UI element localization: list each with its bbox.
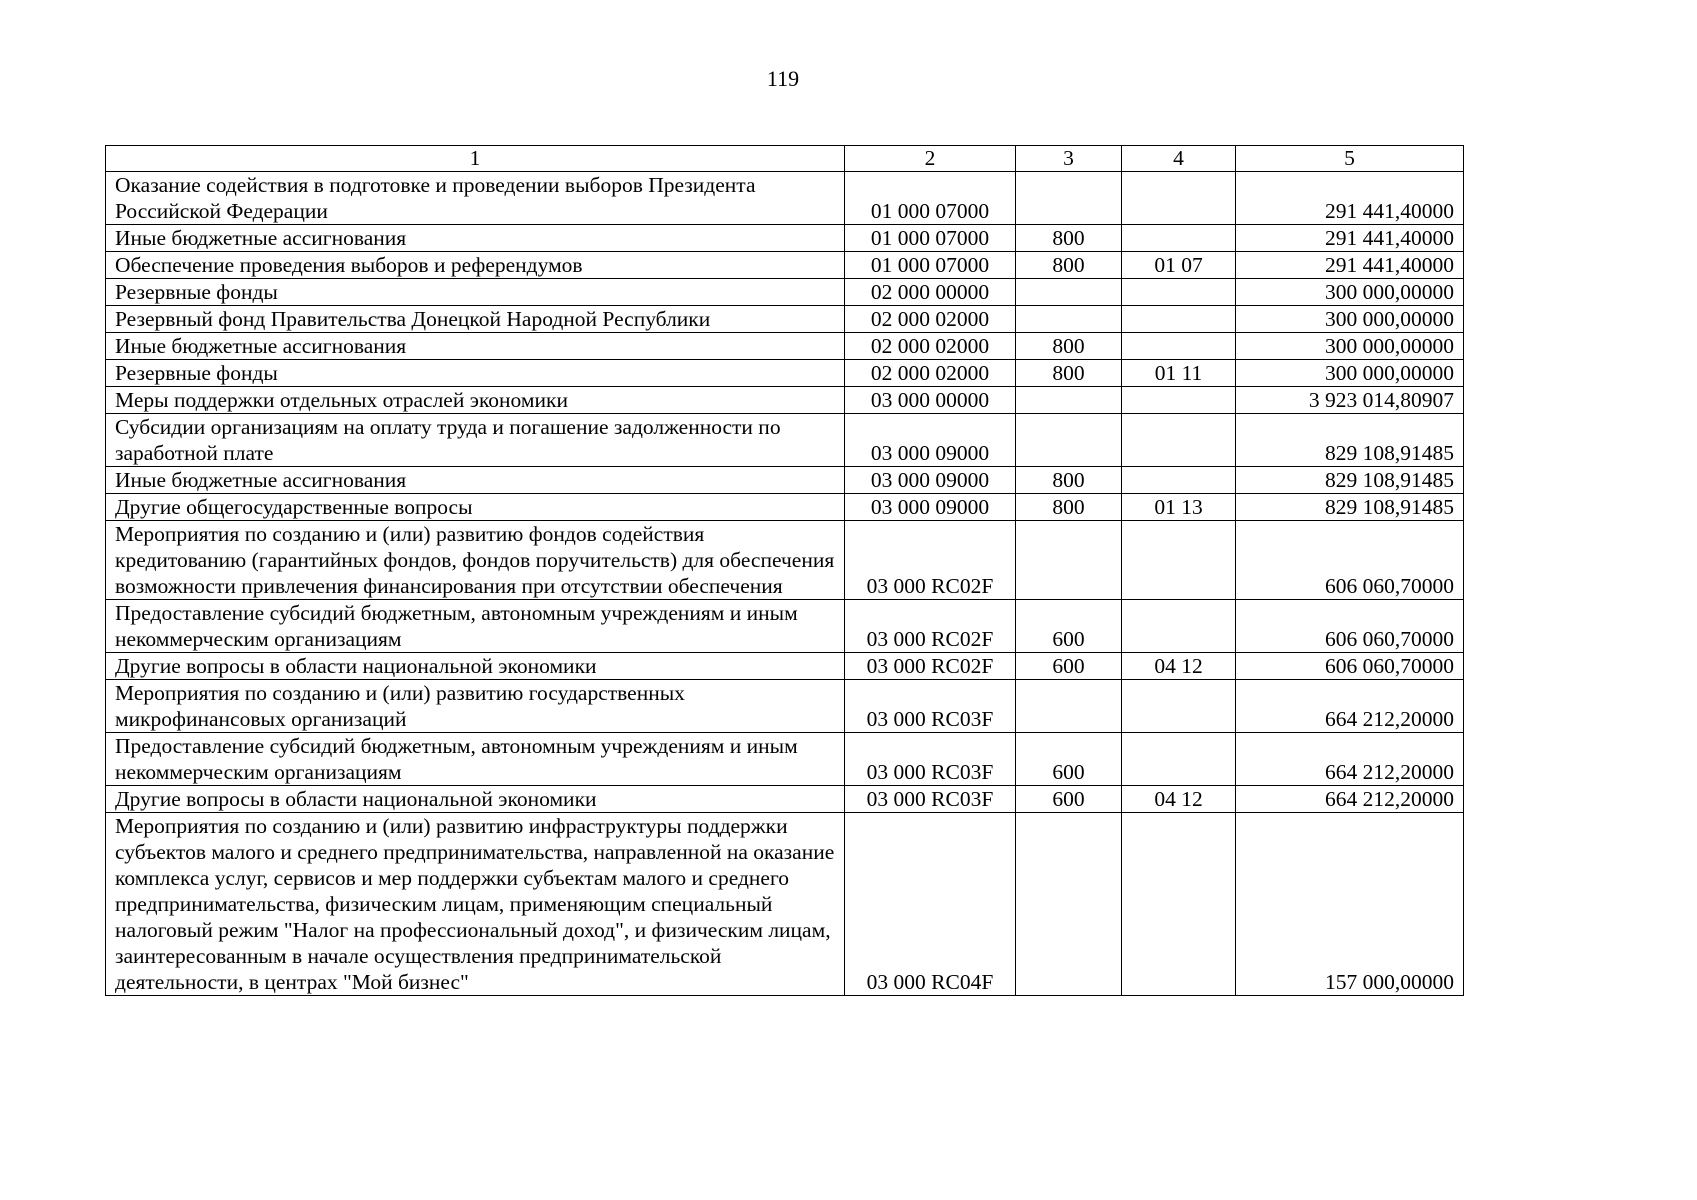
expense-type-cell [1016,306,1122,333]
table-row [106,521,1464,600]
section-subsection-cell: 04 12 [1122,653,1236,680]
table-row [106,813,1464,996]
expense-type-cell: 600 [1016,786,1122,813]
target-article-code-cell: 03 000 RC03F [845,733,1016,786]
row-name-cell: Обеспечение проведения выборов и референдумов [106,252,845,279]
expense-type-cell [1016,813,1122,996]
amount-cell: 829 108,91485 [1236,467,1464,494]
target-article-code-cell: 03 000 00000 [845,387,1016,414]
amount-cell: 664 212,20000 [1236,733,1464,786]
row-name-cell: Иные бюджетные ассигнования [106,225,845,252]
column-header-2: 2 [845,146,1016,172]
section-subsection-cell [1122,172,1236,225]
page-number: 119 [766,66,800,91]
section-subsection-cell [1122,279,1236,306]
amount-cell: 300 000,00000 [1236,360,1464,387]
table-row [106,600,1464,653]
row-name-cell: Мероприятия по созданию и (или) развитию фондов содействия кредитованию (гарантийных фондов, фондов поручительств) для обеспечения возможности привлечения финансирования при отсутствии обеспечения [106,521,845,600]
expense-type-cell: 800 [1016,360,1122,387]
table-row [106,172,1464,225]
amount-cell: 3 923 014,80907 [1236,387,1464,414]
row-name-cell: Мероприятия по созданию и (или) развитию государственных микрофинансовых организаций [106,680,845,733]
amount-cell: 300 000,00000 [1236,333,1464,360]
section-subsection-cell: 01 13 [1122,494,1236,521]
expense-type-cell: 600 [1016,653,1122,680]
row-name-cell: Резервный фонд Правительства Донецкой Народной Республики [106,306,845,333]
amount-cell: 829 108,91485 [1236,414,1464,467]
target-article-code-cell: 03 000 RC03F [845,680,1016,733]
section-subsection-cell [1122,306,1236,333]
table-row [106,333,1464,360]
section-subsection-cell [1122,733,1236,786]
column-header-5: 5 [1236,146,1464,172]
row-name-cell: Другие вопросы в области национальной экономики [106,653,845,680]
target-article-code-cell: 01 000 07000 [845,225,1016,252]
table-row [106,306,1464,333]
expense-type-cell: 800 [1016,252,1122,279]
amount-cell: 291 441,40000 [1236,225,1464,252]
amount-cell: 829 108,91485 [1236,494,1464,521]
amount-cell: 606 060,70000 [1236,600,1464,653]
table-row [106,733,1464,786]
amount-cell: 300 000,00000 [1236,279,1464,306]
table-row [106,252,1464,279]
column-header-4: 4 [1122,146,1236,172]
column-header-1: 1 [106,146,845,172]
row-name-cell: Мероприятия по созданию и (или) развитию инфраструктуры поддержки субъектов малого и среднего предпринимательства, направленной на оказание комплекса услуг, сервисов и мер поддержки субъектам малого и среднего предпринимательства, физическим лицам, применяющим специальный налоговый режим "Налог на профессиональный доход", и физическим лицам, заинтересованным в начале осуществления предпринимательской деятельности, в центрах "Мой бизнес" [106,813,845,996]
target-article-code-cell: 03 000 09000 [845,494,1016,521]
expense-type-cell [1016,279,1122,306]
table-row [106,786,1464,813]
row-name-cell: Предоставление субсидий бюджетным, автономным учреждениям и иным некоммерческим организациям [106,600,845,653]
section-subsection-cell [1122,467,1236,494]
header-row [106,146,1464,172]
row-name-cell: Субсидии организациям на оплату труда и погашение задолженности по заработной плате [106,414,845,467]
section-subsection-cell [1122,521,1236,600]
table-row [106,279,1464,306]
section-subsection-cell: 01 07 [1122,252,1236,279]
expense-type-cell: 800 [1016,225,1122,252]
table-row [106,680,1464,733]
expense-type-cell [1016,172,1122,225]
expense-type-cell [1016,414,1122,467]
section-subsection-cell [1122,680,1236,733]
section-subsection-cell: 01 11 [1122,360,1236,387]
table-body [106,172,1464,996]
expense-type-cell: 600 [1016,733,1122,786]
expense-type-cell [1016,521,1122,600]
section-subsection-cell [1122,414,1236,467]
table-row [106,653,1464,680]
row-name-cell: Иные бюджетные ассигнования [106,333,845,360]
row-name-cell: Резервные фонды [106,360,845,387]
section-subsection-cell: 04 12 [1122,786,1236,813]
table-row [106,360,1464,387]
table-row [106,467,1464,494]
expense-type-cell: 800 [1016,333,1122,360]
section-subsection-cell [1122,813,1236,996]
target-article-code-cell: 03 000 RC02F [845,653,1016,680]
row-name-cell: Оказание содействия в подготовке и проведении выборов Президента Российской Федерации [106,172,845,225]
row-name-cell: Другие вопросы в области национальной экономики [106,786,845,813]
expense-type-cell [1016,680,1122,733]
table-header [106,146,1464,172]
section-subsection-cell [1122,225,1236,252]
amount-cell: 291 441,40000 [1236,172,1464,225]
target-article-code-cell: 02 000 02000 [845,306,1016,333]
target-article-code-cell: 02 000 00000 [845,279,1016,306]
expense-type-cell [1016,387,1122,414]
table-row [106,414,1464,467]
table-row [106,494,1464,521]
amount-cell: 664 212,20000 [1236,680,1464,733]
amount-cell: 157 000,00000 [1236,813,1464,996]
section-subsection-cell [1122,333,1236,360]
section-subsection-cell [1122,387,1236,414]
section-subsection-cell [1122,600,1236,653]
amount-cell: 300 000,00000 [1236,306,1464,333]
amount-cell: 606 060,70000 [1236,521,1464,600]
amount-cell: 664 212,20000 [1236,786,1464,813]
expense-type-cell: 800 [1016,494,1122,521]
target-article-code-cell: 01 000 07000 [845,252,1016,279]
amount-cell: 291 441,40000 [1236,252,1464,279]
row-name-cell: Иные бюджетные ассигнования [106,467,845,494]
target-article-code-cell: 03 000 09000 [845,467,1016,494]
row-name-cell: Предоставление субсидий бюджетным, автономным учреждениям и иным некоммерческим организациям [106,733,845,786]
expense-type-cell: 800 [1016,467,1122,494]
target-article-code-cell: 02 000 02000 [845,360,1016,387]
table-row [106,387,1464,414]
target-article-code-cell: 03 000 RC04F [845,813,1016,996]
target-article-code-cell: 01 000 07000 [845,172,1016,225]
target-article-code-cell: 02 000 02000 [845,333,1016,360]
column-header-3: 3 [1016,146,1122,172]
row-name-cell: Резервные фонды [106,279,845,306]
target-article-code-cell: 03 000 RC02F [845,600,1016,653]
target-article-code-cell: 03 000 09000 [845,414,1016,467]
expense-type-cell: 600 [1016,600,1122,653]
target-article-code-cell: 03 000 RC03F [845,786,1016,813]
row-name-cell: Другие общегосударственные вопросы [106,494,845,521]
target-article-code-cell: 03 000 RC02F [845,521,1016,600]
row-name-cell: Меры поддержки отдельных отраслей экономики [106,387,845,414]
budget-table [105,145,1464,996]
table-row [106,225,1464,252]
amount-cell: 606 060,70000 [1236,653,1464,680]
